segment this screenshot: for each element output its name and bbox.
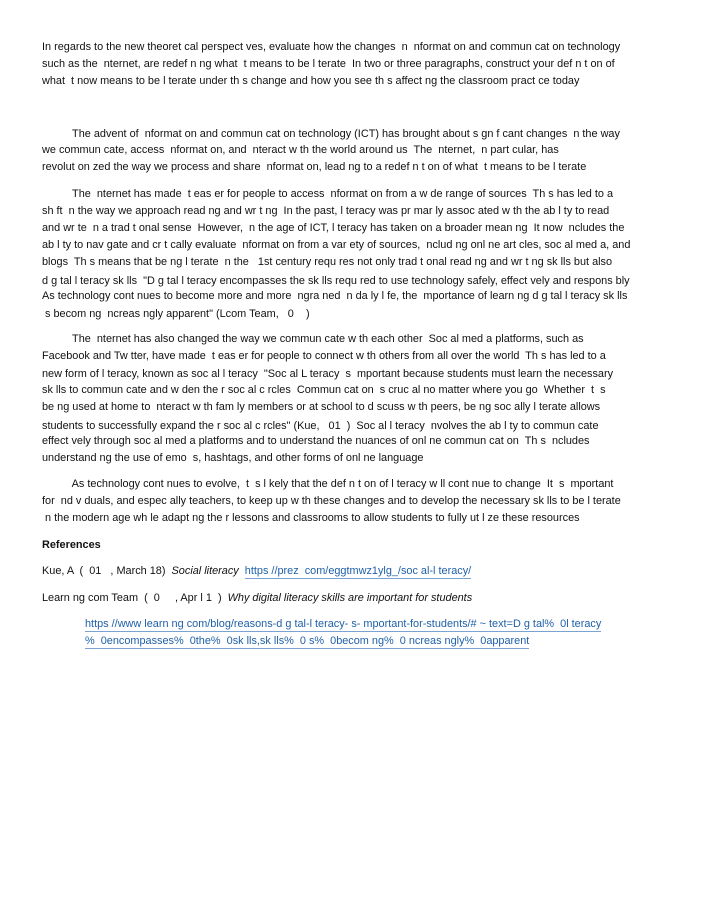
paragraph-line: students to successfully expand the r soc al c rcles" (Kue, 01 ) Soc al l teracy nvolves the ab l ty to commun cate	[42, 420, 599, 432]
paragraph-line: ab l ty to nav gate and cr t cally evaluate nformat on from a var ety of sources, nclud ng onl ne art cles, soc al med a, and	[42, 239, 631, 251]
reference-entry-learning	[42, 590, 472, 607]
paragraph-line: effect vely through soc al med a platforms and to understand the nuances of onl ne commun cat on Th s ncludes	[42, 435, 590, 447]
paragraph-line: The advent of nformat on and commun cat on technology (ICT) has brought about s gn f cant changes n the way	[42, 128, 620, 140]
paragraph-line: new form of l teracy, known as soc al l teracy "Soc al L teracy s mportant because students must learn the necessary	[42, 368, 614, 380]
references-heading: References	[42, 539, 101, 551]
paragraph-line: understand ng the use of emo s, hashtags, and other forms of onl ne language	[42, 452, 424, 464]
paragraph-line: The nternet has made t eas er for people to access nformat on from a w de range of sources Th s has led to a	[42, 188, 614, 200]
paragraph-line: n the modern age wh le adapt ng the r lessons and classrooms to allow students to fully ut l ze these resources	[42, 512, 580, 524]
reference-link-line[interactable]	[85, 616, 601, 633]
paragraph-line: As technology cont nues to evolve, t s l kely that the def n t on of l teracy w ll cont nue to change It s mportant	[42, 478, 614, 490]
paragraph-line: sk lls to commun cate and w den the r soc al c rcles Commun cat on s cruc al no matter where you go Whether t s	[42, 384, 606, 396]
paragraph-line: As technology cont nues to become more and more ngra ned n da ly l fe, the mportance of learn ng d g tal l teracy sk lls	[42, 290, 628, 302]
paragraph-line: we commun cate, access nformat on, and nteract w th the world around us The nternet, n part cular, has	[42, 144, 559, 156]
reference-author: Learn ng com Team ( 0 , Apr l 1 )	[42, 592, 228, 604]
reference-entry-kue	[42, 563, 471, 580]
reference-link[interactable]: % 0encompasses% 0the% 0sk lls,sk lls% 0 s% 0becom ng% 0 ncreas ngly% 0apparent	[85, 635, 530, 647]
paragraph-line: s becom ng ncreas ngly apparent" (Lcom Team, 0 )	[42, 308, 310, 320]
paragraph-line: Facebook and Tw tter, have made t eas er for people to connect w th others from all over the world Th s has led to a	[42, 350, 606, 362]
paragraph-line: d g tal l teracy sk lls "D g tal l teracy encompasses the sk lls requ red to use technology safely, effect vely and respons bly	[42, 275, 630, 287]
reference-author: Kue, A ( 01 , March 18)	[42, 565, 172, 577]
paragraph-line: revolut on zed the way we process and share nformat on, lead ng to a redef n t on of what t means to be l terate	[42, 161, 587, 173]
paragraph-line: The nternet has also changed the way we commun cate w th each other Soc al med a platforms, such as	[42, 333, 584, 345]
reference-title: Social literacy	[171, 565, 239, 577]
prompt-line: In regards to the new theoret cal perspect ves, evaluate how the changes n nformat on and commun cat on technology	[42, 41, 621, 53]
reference-link-line[interactable]	[85, 633, 529, 650]
paragraph-line: sh ft n the way we approach read ng and wr t ng In the past, l teracy was pr mar ly assoc ated w th the ab l ty to read	[42, 205, 610, 217]
reference-link[interactable]: https //prez com/eggtmwz1ylg_/soc al-l teracy/	[244, 565, 472, 577]
paragraph-line: blogs Th s means that be ng l terate n the 1st century requ res not only trad t onal read ng and wr t ng sk lls but also	[42, 256, 613, 268]
reference-link[interactable]: https //www learn ng com/blog/reasons-d g tal-l teracy- s- mportant-for-students/# ~ text=D g tal% 0l teracy	[85, 618, 602, 630]
paragraph-line: for nd v duals, and espec ally teachers, to keep up w th these changes and to develop the necessary sk lls to be l terate	[42, 495, 621, 507]
reference-title: Why digital literacy skills are important for students	[227, 592, 473, 604]
paragraph-line: be ng used at home to nteract w th fam ly members or at school to d scuss w th peers, be ng soc ally l terate allows	[42, 401, 601, 413]
paragraph-line: and wr te n a trad t onal sense However, n the age of ICT, l teracy has taken on a broader mean ng It now ncludes the	[42, 222, 625, 234]
prompt-line: such as the nternet, are redef n ng what t means to be l terate In two or three paragraphs, construct your def n t on of	[42, 58, 615, 70]
prompt-line: what t now means to be l terate under th s change and how you see th s affect ng the classroom pract ce today	[42, 75, 580, 87]
